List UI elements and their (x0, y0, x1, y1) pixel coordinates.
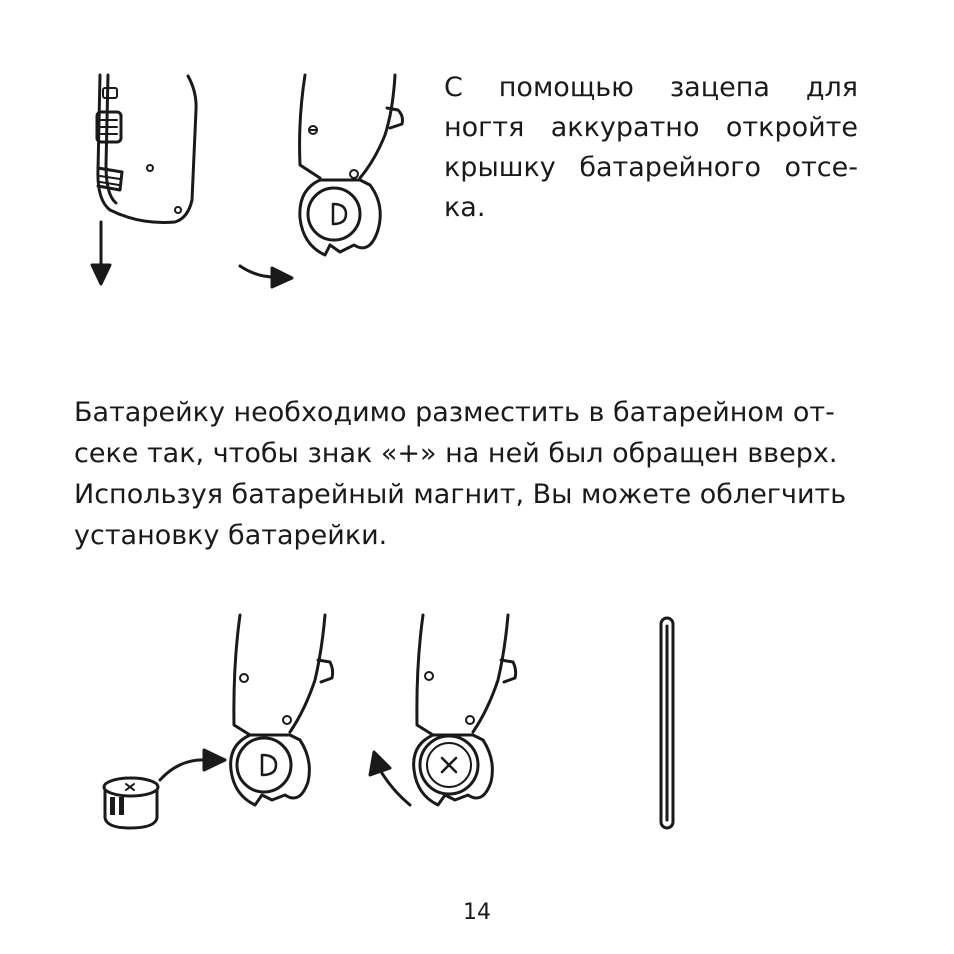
page-number: 14 (463, 900, 491, 925)
battery-icon (104, 778, 158, 828)
step1-instruction: С помощью зацепа для ногтя аккуратно откройте крышку батарейного отсе-ка. (444, 72, 858, 223)
arrow-icon (92, 222, 110, 284)
arrow-icon (370, 752, 410, 805)
battery-magnet-icon (661, 618, 673, 828)
hearing-aid-open-door-icon (300, 75, 403, 255)
hearing-aid-battery-installed-icon (414, 615, 516, 805)
arrow-icon (160, 750, 225, 780)
hearing-aid-insert-icon (231, 615, 333, 805)
arrow-icon (240, 266, 292, 287)
step2-instruction: Батарейку необходимо разместить в батарейном от-секе так, чтобы знак «+» на ней был обращен вверх. Используя батарейный магнит, Вы можете облегчить установку батарейки. (74, 397, 847, 551)
hearing-aid-side-icon (97, 75, 196, 223)
